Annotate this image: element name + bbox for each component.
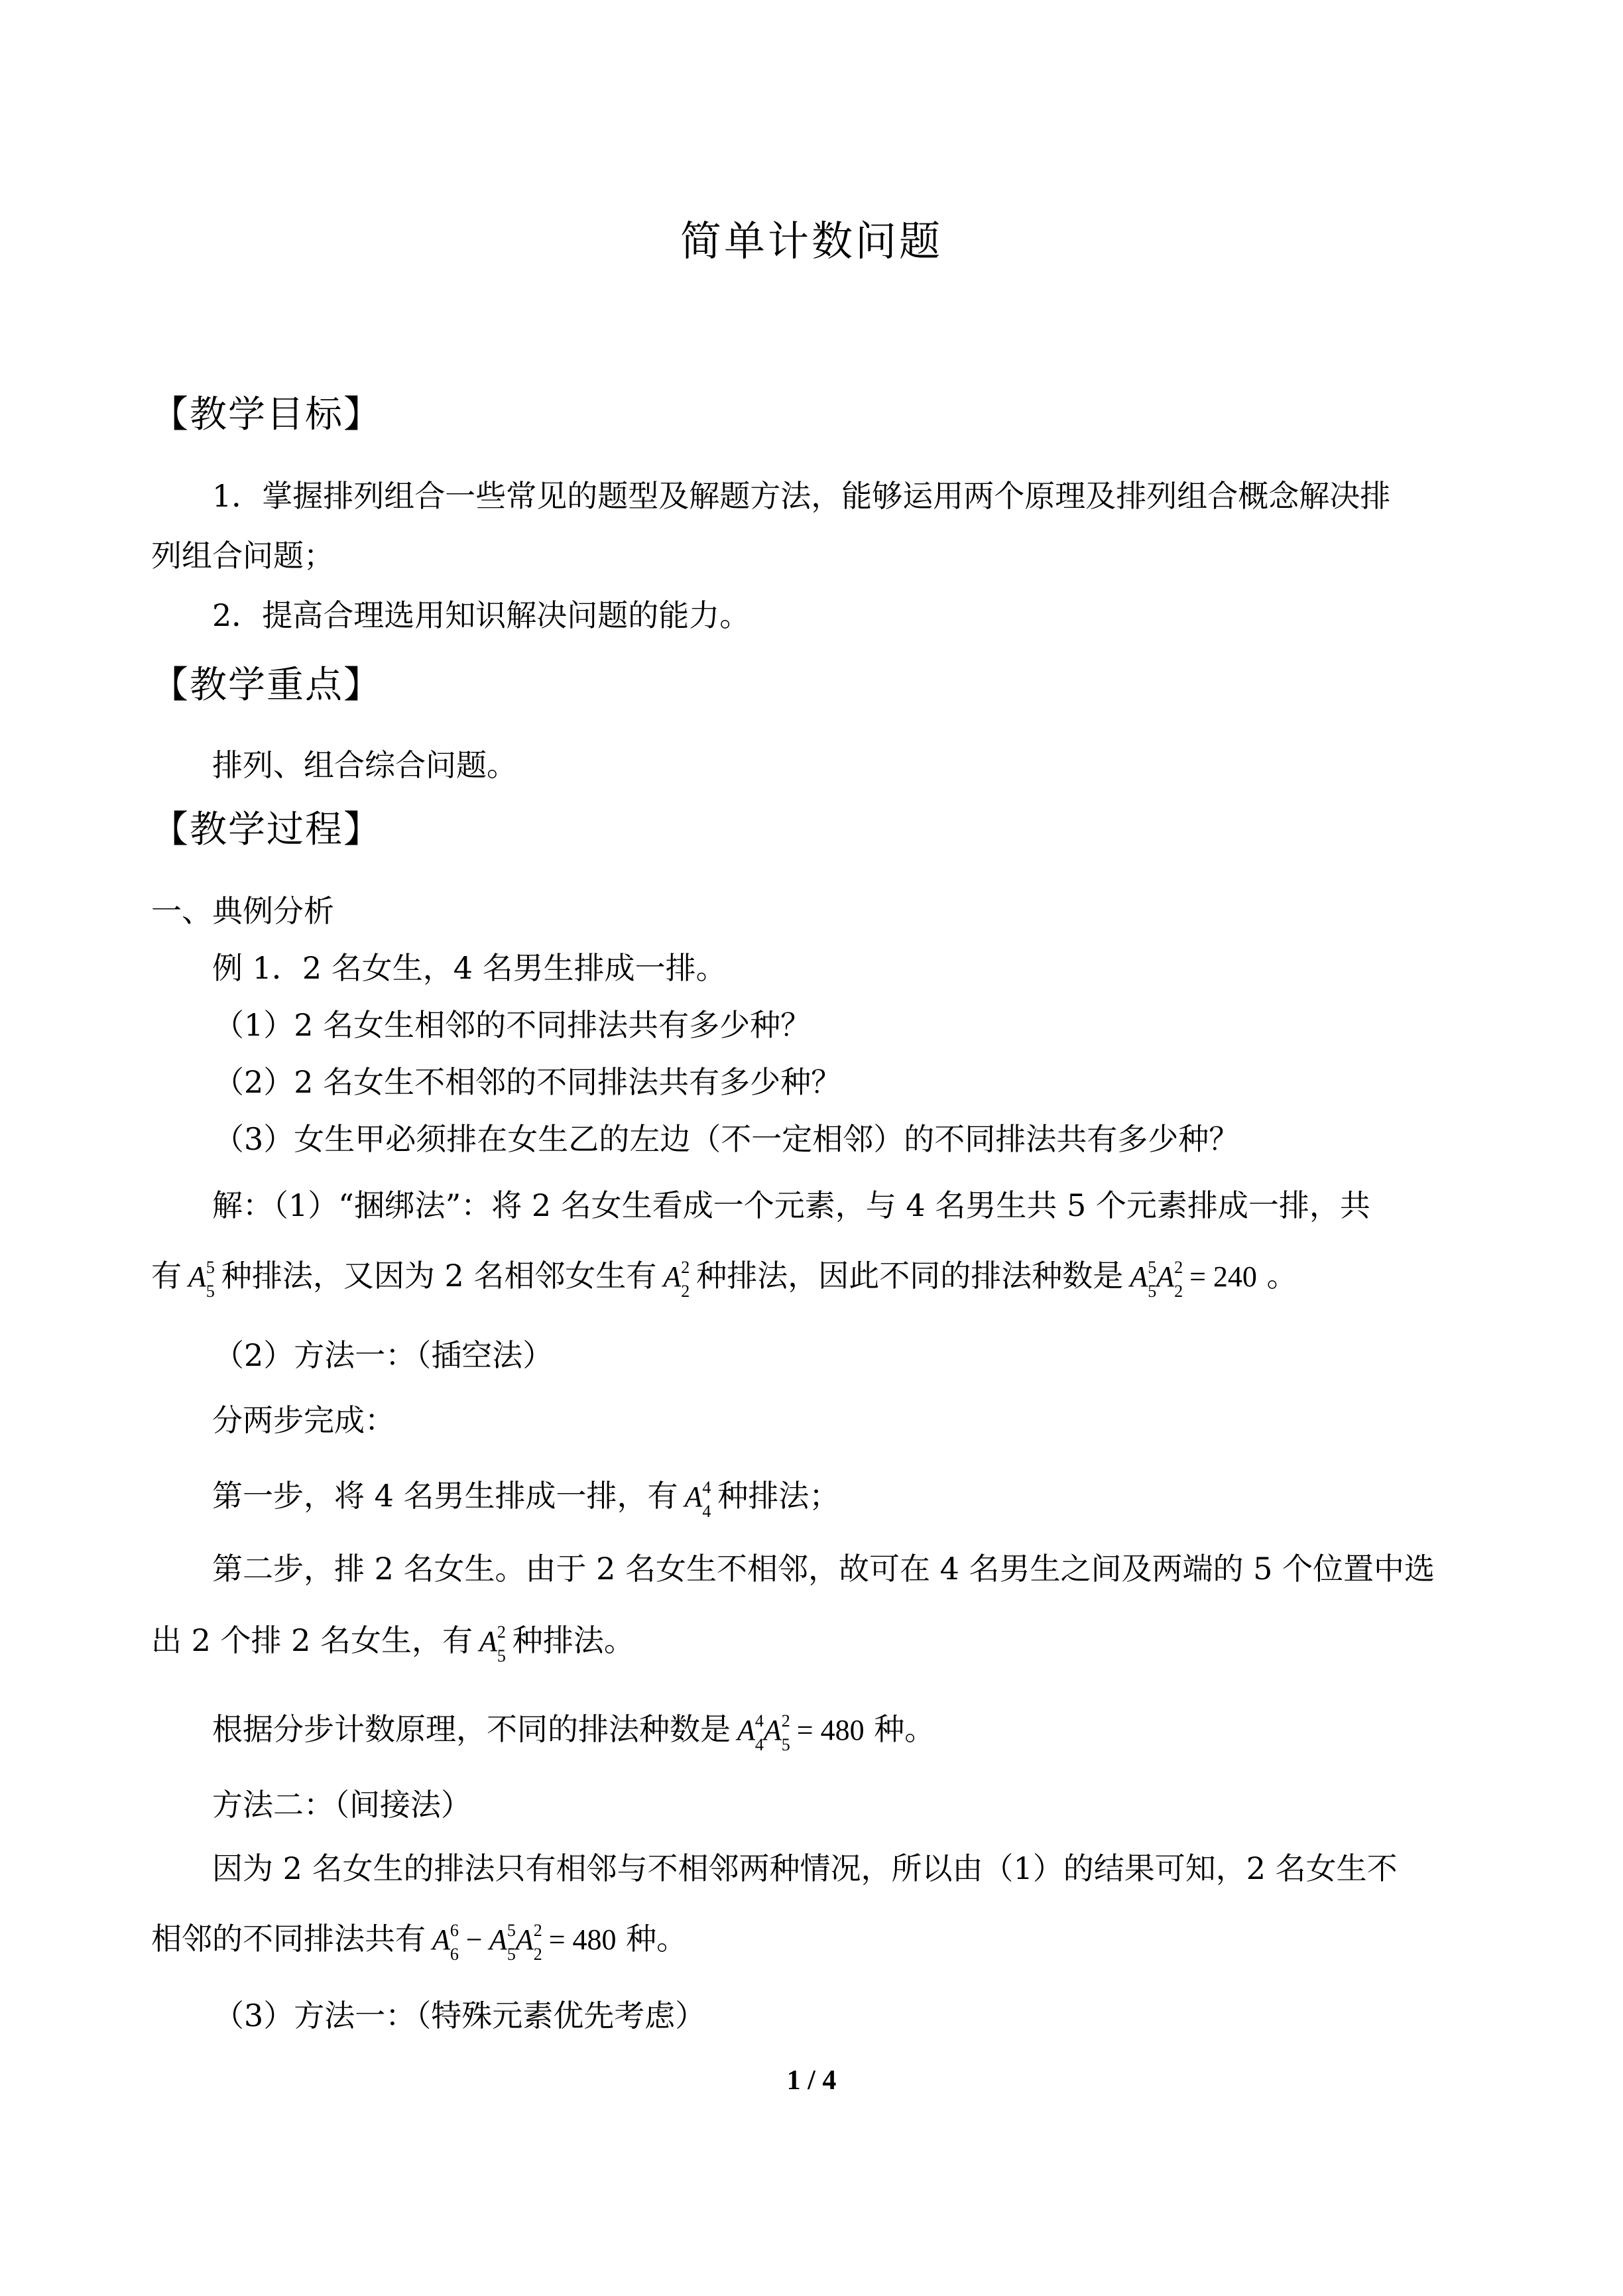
indirect-line-1: 因为 2 名女生的排法只有相邻与不相邻两种情况，所以由（1）的结果可知，2 名女生不 [212, 1850, 1398, 1886]
text: 。 [1266, 1258, 1297, 1294]
formula-a55-a22: $A^5_5A^2_2$ [1130, 1258, 1183, 1301]
result-240: = 240 [1189, 1260, 1257, 1293]
objective-item-1-cont: 列组合问题； [151, 538, 334, 574]
objective-item-1: 1．掌握排列组合一些常见的题型及解题方法，能够运用两个原理及排列组合概念解决排 [212, 478, 1391, 514]
question-2: （2）2 名女生不相邻的不同排法共有多少种？ [213, 1064, 842, 1100]
method-2: 方法二：（间接法） [212, 1787, 471, 1823]
solution-1-line-2 [151, 1254, 1297, 1301]
text: 种排法，又因为 2 名相邻女生有 [221, 1258, 657, 1294]
heading-objectives: 【教学目标】 [151, 393, 382, 436]
solution-2-steps: 分两步完成： [212, 1402, 395, 1438]
indirect-line-2: 相邻的不同排法共有 $A^6_6 - A^5_5A^2_2 = 480$ 种。 [151, 1921, 688, 1964]
formula-a66-minus-a55-a22: $A^6_6 - A^5_5A^2_2$ [432, 1921, 542, 1964]
solution-2-method-1: （2）方法一：（插空法） [213, 1337, 554, 1373]
example-1: 例 1．2 名女生，4 名男生排成一排。 [212, 950, 727, 986]
part-heading: 一、典例分析 [151, 893, 334, 929]
solution-1-line-1: 解：（1）“捆绑法”：将 2 名女生看成一个元素，与 4 名男生共 5 个元素排成一排，共 [212, 1187, 1370, 1223]
formula-a44-a52: $A^4_4A^2_5$ [737, 1711, 790, 1754]
step-1: 第一步，将 4 名男生排成一排，有 $A^4_4$ 种排法； [212, 1478, 840, 1521]
text: 有 [151, 1258, 182, 1294]
heading-key-points: 【教学重点】 [151, 664, 382, 707]
result-480: = 480 [796, 1714, 865, 1746]
formula-a52: $A^2_5$ [479, 1622, 506, 1665]
formula-a22: $A^2_2$ [663, 1258, 690, 1301]
text: 种排法，因此不同的排法种数是 [696, 1258, 1124, 1294]
page-number: 1 / 4 [786, 2065, 837, 2096]
key-points-text: 排列、组合综合问题。 [212, 747, 517, 783]
step-2-line-1: 第二步，排 2 名女生。由于 2 名女生不相邻，故可在 4 名男生之间及两端的 5 个位置中选 [212, 1551, 1435, 1587]
result-480-indirect: = 480 [548, 1923, 617, 1956]
objective-item-2: 2．提高合理选用知识解决问题的能力。 [212, 597, 751, 633]
formula-a44: $A^4_4$ [684, 1478, 711, 1521]
question-3: （3）女生甲必须排在女生乙的左边（不一定相邻）的不同排法共有多少种？ [213, 1121, 1240, 1157]
step-2-line-2: 出 2 个排 2 名女生，有 $A^2_5$ 种排法。 [151, 1622, 634, 1665]
page-title: 简单计数问题 [680, 217, 943, 265]
principle-line: 根据分步计数原理，不同的排法种数是 $A^4_4A^2_5 = 480$ 种。 [212, 1711, 935, 1754]
formula-a55: $A^5_5$ [188, 1258, 215, 1301]
solution-3-method-1: （3）方法一：（特殊元素优先考虑） [213, 1998, 706, 2033]
heading-process: 【教学过程】 [151, 808, 382, 851]
question-1: （1）2 名女生相邻的不同排法共有多少种？ [213, 1007, 812, 1043]
